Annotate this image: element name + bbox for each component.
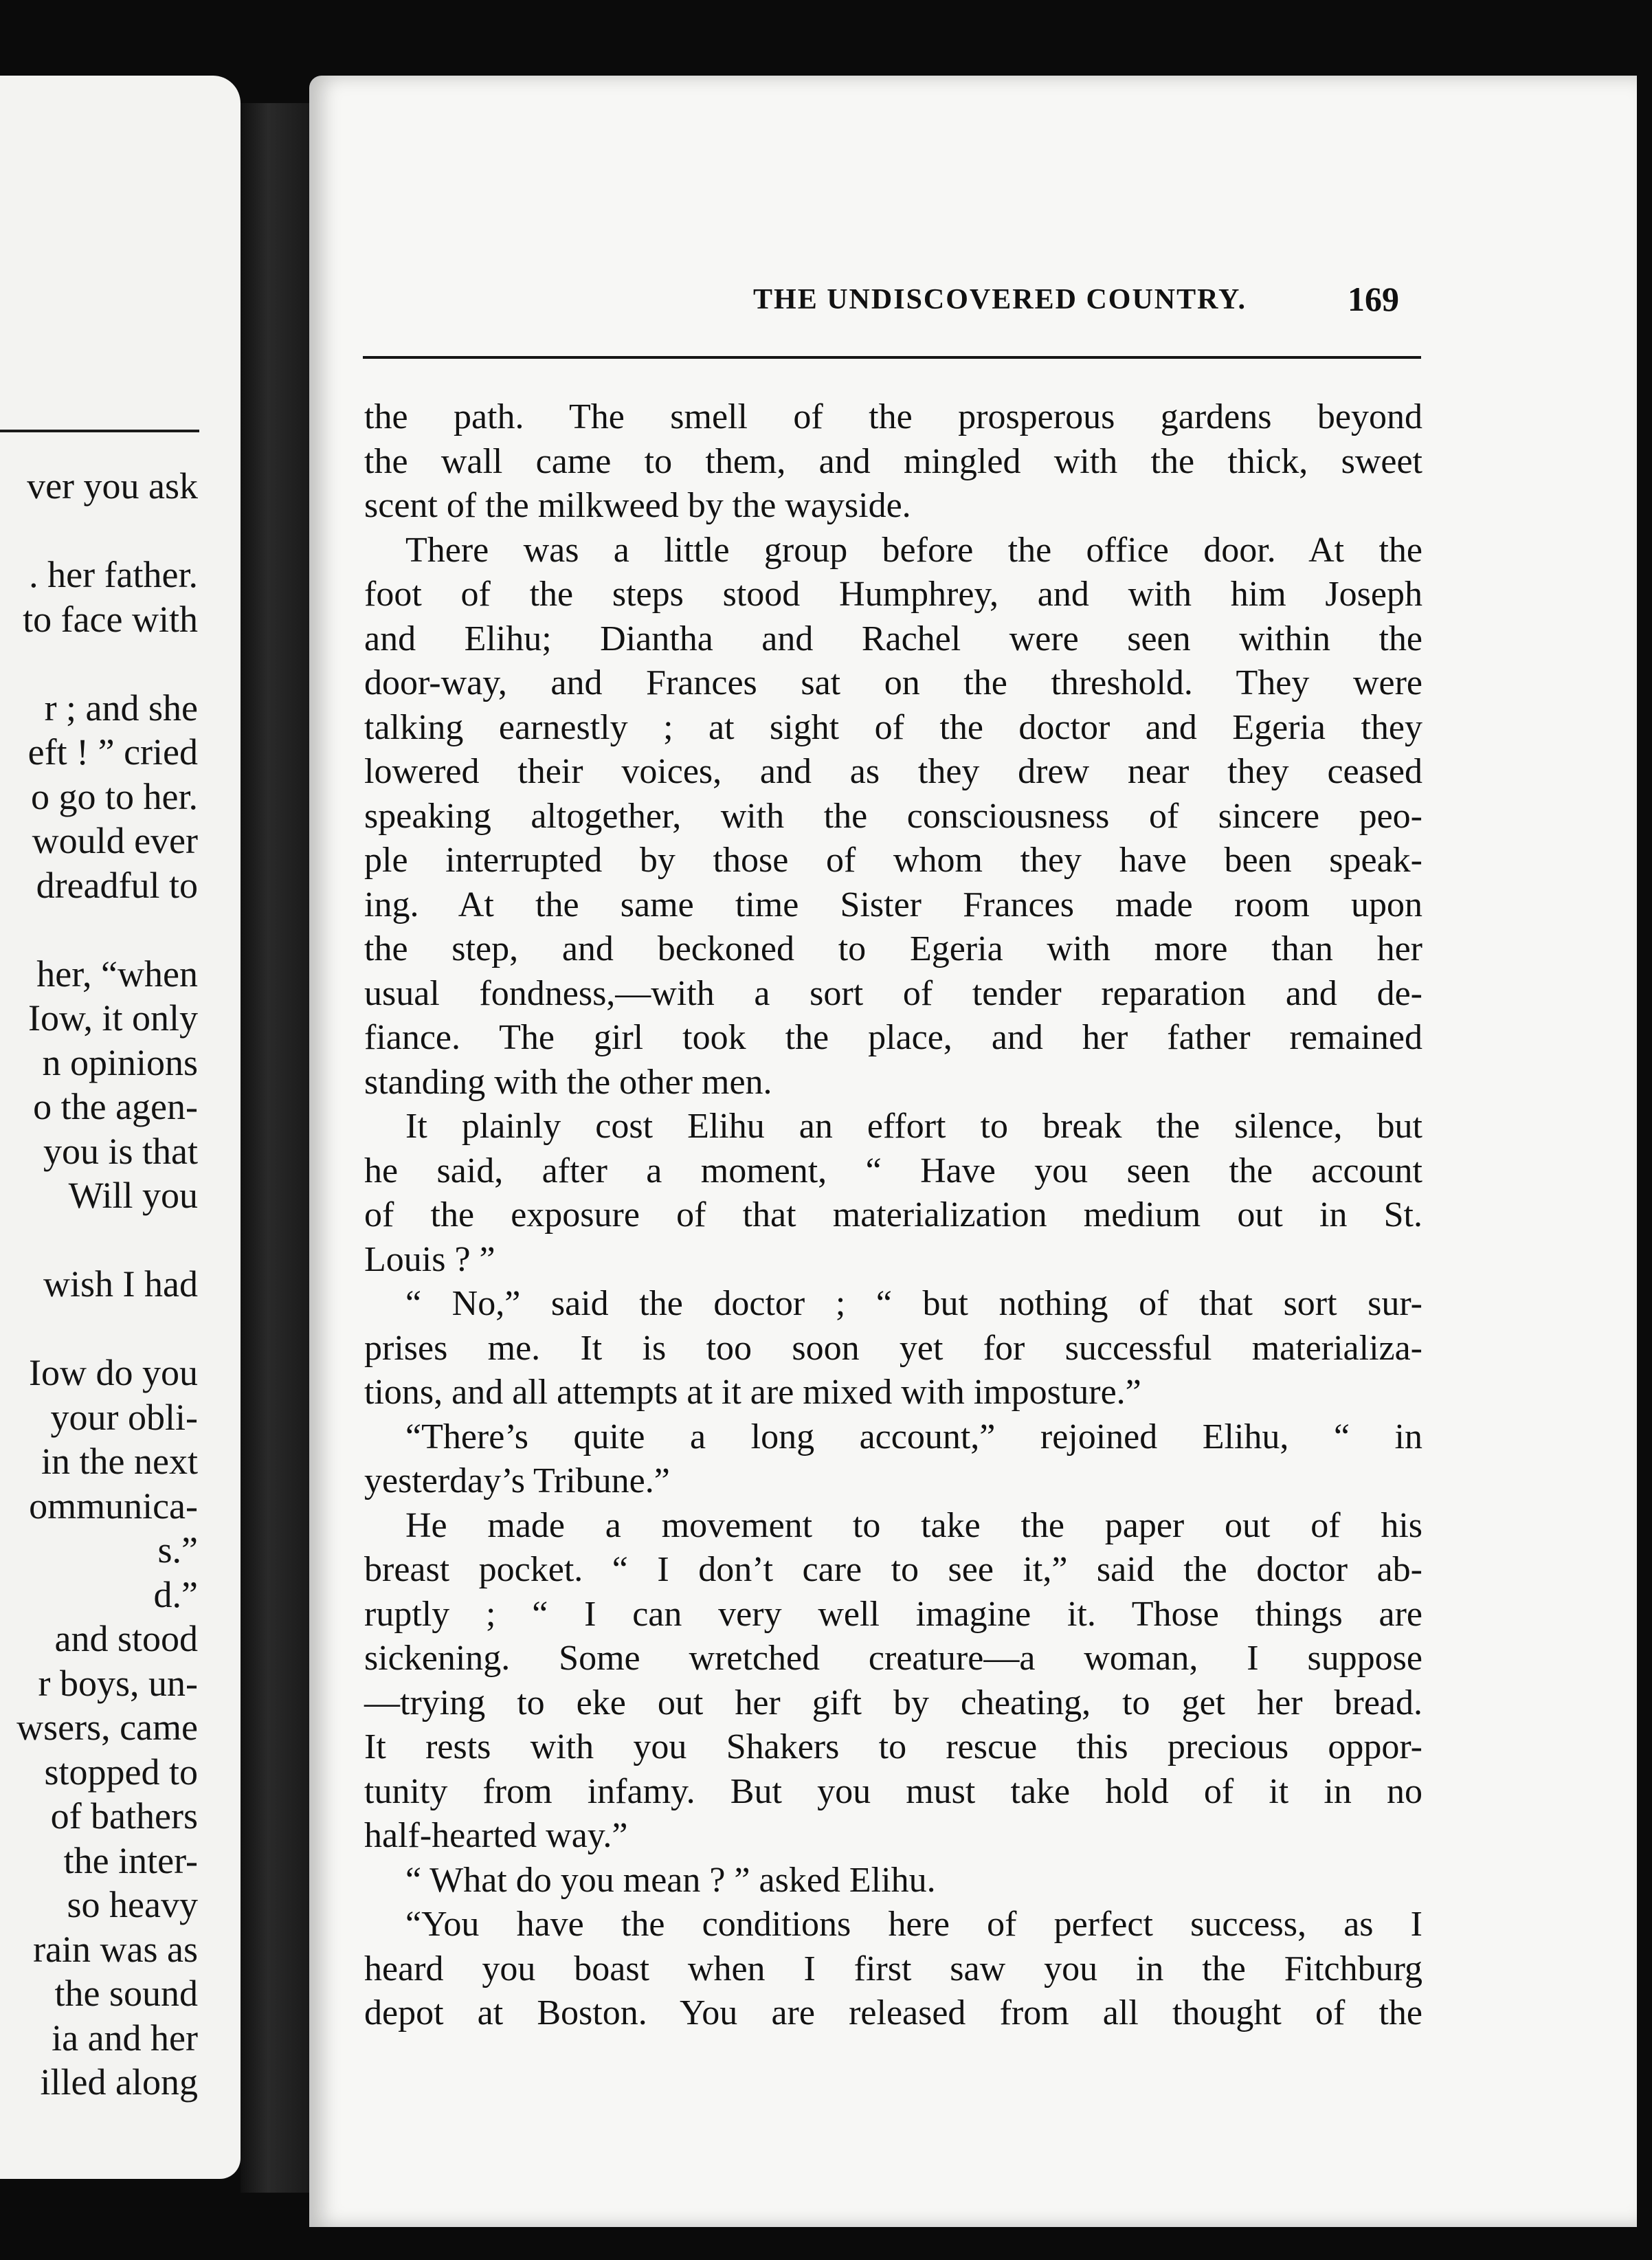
text-line: It plainly cost Elihu an effort to break the silence, but [405,1107,1422,1146]
previous-page-line: rain was as [33,1928,198,1970]
previous-page-line: eft ! ” cried [27,731,198,773]
text-line: he said, after a moment, “ Have you seen the account [364,1151,1422,1190]
text-line: depot at Boston. You are released from all thought of the [364,1993,1422,2032]
previous-page-line: ia and her [52,2017,198,2059]
previous-page-line: your obli- [50,1396,198,1438]
text-line: tions, and all attempts at it are mixed with imposture.” [364,1373,1141,1412]
previous-page-line [16,641,198,686]
previous-page-text-fragments [16,464,198,2105]
text-line: speaking altogether, with the consciousness of sincere peo- [364,796,1422,836]
previous-page-line: wish I had [43,1263,198,1305]
text-line: “There’s quite a long account,” rejoined Elihu, “ in [405,1417,1422,1456]
previous-page-line: ver you ask [27,465,198,507]
text-line: prises me. It is too soon yet for successful materializa- [364,1328,1422,1368]
previous-page-line: and stood [54,1618,198,1659]
text-line: the wall came to them, and mingled with the thick, sweet [364,441,1422,481]
previous-page-line [16,1218,198,1263]
text-line: lowered their voices, and as they drew near they ceased [364,752,1422,791]
previous-page-line: dreadful to [36,864,198,906]
text-line: door-way, and Frances sat on the threshold. They were [364,663,1422,702]
previous-page-line: in the next [41,1441,198,1482]
text-line: tunity from infamy. But you must take hold of it in no [364,1771,1422,1811]
previous-page-line: d.” [153,1573,198,1615]
previous-page-line: . her father. [29,554,198,595]
previous-page-line: her, “when [36,953,198,995]
text-line: “ No,” said the doctor ; “ but nothing of that sort sur- [405,1284,1422,1323]
page-number: 169 [1348,280,1399,318]
previous-page-line: o go to her. [31,775,198,817]
text-line: usual fondness,—with a sort of tender reparation and de- [364,973,1422,1013]
page-169 [309,76,1637,2227]
previous-page-line: o the agen- [33,1086,198,1127]
previous-page-line: you is that [43,1130,198,1172]
previous-page-line: s.” [157,1529,198,1571]
previous-page-line: illed along [40,2061,198,2103]
body-text [364,395,1422,2036]
text-line: the step, and beckoned to Egeria with more than her [364,929,1422,968]
text-line: scent of the milkweed by the wayside. [364,486,911,525]
previous-page-line: Will you [68,1175,198,1216]
text-line: yesterday’s Tribune.” [364,1461,670,1500]
previous-page-line: the inter- [63,1839,198,1881]
book-gutter [241,103,309,2193]
previous-page-line: Iow do you [29,1352,198,1393]
running-head: THE UNDISCOVERED COUNTRY. [753,284,1247,315]
text-line: standing with the other men. [364,1062,772,1102]
text-line: ing. At the same time Sister Frances made room upon [364,885,1422,924]
previous-page-line: would ever [32,820,198,861]
previous-page-edge [0,76,241,2179]
previous-page-header-rule [0,430,199,432]
previous-page-line [16,509,198,553]
text-line: and Elihu; Diantha and Rachel were seen within the [364,619,1422,658]
previous-page-line: r boys, un- [38,1662,198,1704]
text-line: of the exposure of that materialization medium out in St. [364,1195,1422,1234]
text-line: There was a little group before the office door. At the [405,530,1422,570]
previous-page-line: r ; and she [44,687,198,729]
previous-page-line: stopped to [44,1751,198,1793]
text-line: foot of the steps stood Humphrey, and with him Joseph [364,575,1422,614]
text-line: —trying to eke out her gift by cheating, to get her bread. [364,1683,1422,1722]
previous-page-line: to face with [23,598,198,640]
previous-page-line: n opinions [42,1041,198,1083]
text-line: It rests with you Shakers to rescue this precious oppor- [364,1727,1422,1766]
header-rule [363,356,1421,359]
previous-page-line: of bathers [50,1795,198,1837]
previous-page-line: wsers, came [16,1707,198,1748]
previous-page-line: ommunica- [29,1485,198,1527]
text-line: the path. The smell of the prosperous gardens beyond [364,397,1422,436]
text-line: talking earnestly ; at sight of the doctor and Egeria they [364,707,1422,747]
text-line: “You have the conditions here of perfect success, as I [405,1905,1422,1944]
text-line: ple interrupted by those of whom they have been speak- [364,841,1422,880]
previous-page-line: so heavy [67,1884,198,1925]
text-line: He made a movement to take the paper out of his [405,1505,1422,1545]
previous-page-line [16,907,198,952]
text-line: ruptly ; “ I can very well imagine it. Those things are [364,1594,1422,1634]
text-line: sickening. Some wretched creature—a woman, I suppose [364,1639,1422,1678]
text-line: breast pocket. “ I don’t care to see it,” said the doctor ab- [364,1550,1422,1589]
previous-page-line: the sound [54,1973,198,2014]
text-line: heard you boast when I first saw you in the Fitchburg [364,1949,1422,1988]
previous-page-line: Iow, it only [28,997,198,1039]
text-line: “ What do you mean ? ” asked Elihu. [405,1860,936,1900]
text-line: Louis ? ” [364,1239,495,1279]
previous-page-line [16,1307,198,1351]
text-line: half-hearted way.” [364,1816,628,1855]
text-line: fiance. The girl took the place, and her father remained [364,1018,1422,1057]
